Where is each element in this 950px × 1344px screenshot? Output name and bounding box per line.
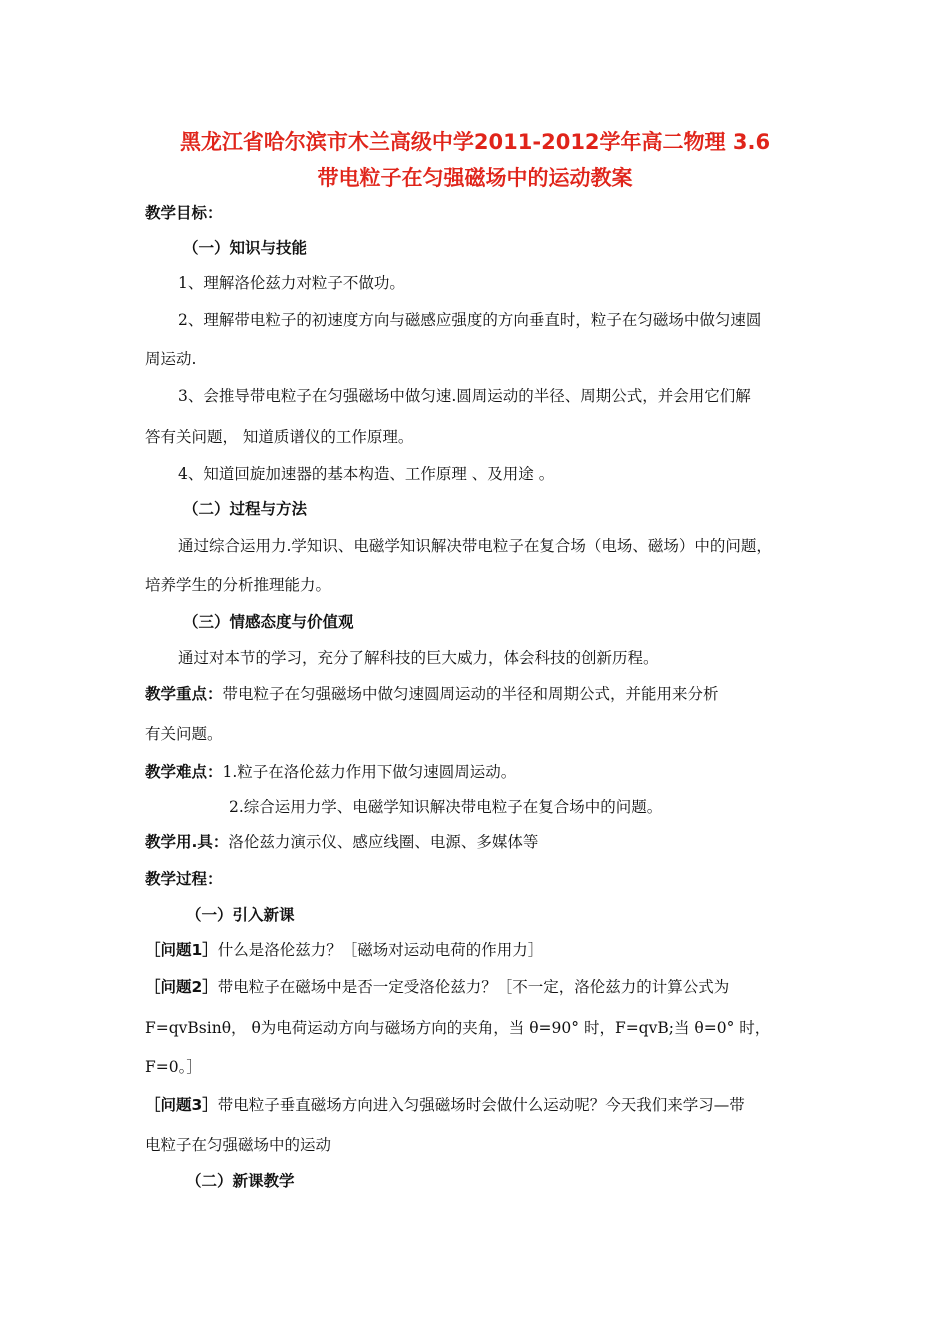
attitude-values-text: 通过对本节的学习，充分了解科技的巨大威力，体会科技的创新历程。 <box>178 649 659 667</box>
section-attitude-values: （三）情感态度与价值观 <box>183 613 354 631</box>
tools-line <box>145 832 538 852</box>
section-process-method: （二）过程与方法 <box>183 500 308 518</box>
key-point-line <box>145 684 719 704</box>
objectives-heading: 教学目标： <box>145 204 223 222</box>
key-point-text-b: 有关问题。 <box>145 725 223 743</box>
objective-item-2b: 周运动. <box>145 350 197 368</box>
section-intro-new-lesson: （一）引入新课 <box>186 906 295 924</box>
process-heading: 教学过程： <box>145 870 223 888</box>
objective-item-1: 1、理解洛伦兹力对粒子不做功。 <box>178 274 405 292</box>
question-2 <box>145 977 729 997</box>
tools-text: 洛伦兹力演示仪、感应线圈、电源、多媒体等 <box>228 833 539 851</box>
objective-item-2a: 2、理解带电粒子的初速度方向与磁感应强度的方向垂直时，粒子在匀磁场中做匀速圆 <box>178 311 762 329</box>
difficulty-item-2: 2.综合运用力学、电磁学知识解决带电粒子在复合场中的问题。 <box>229 798 663 816</box>
question-1-label: ［问题1］ <box>145 941 218 959</box>
objective-item-3a: 3、会推导带电粒子在匀强磁场中做匀速.圆周运动的半径、周期公式，并会用它们解 <box>178 387 751 405</box>
question-1-text: 什么是洛伦兹力？［磁场对运动电荷的作用力］ <box>217 941 544 959</box>
difficulty-label: 教学难点： <box>145 763 223 781</box>
question-1 <box>145 940 543 960</box>
process-method-text-b: 培养学生的分析推理能力。 <box>145 576 332 594</box>
document-title-line2: 带电粒子在匀强磁场中的运动教案 <box>317 166 633 190</box>
question-2-text: 带电粒子在磁场中是否一定受洛伦兹力？［不一定，洛伦兹力的计算公式为 <box>217 978 730 996</box>
difficulty-line <box>145 762 516 782</box>
objective-item-4: 4、知道回旋加速器的基本构造、工作原理 、及用途 。 <box>178 465 555 483</box>
question-3 <box>145 1095 745 1115</box>
question-2-formula-end: F=0。］ <box>145 1058 202 1076</box>
question-2-label: ［问题2］ <box>145 978 218 996</box>
objective-item-3b: 答有关问题， 知道质谱仪的工作原理。 <box>145 428 414 446</box>
question-3-text: 带电粒子垂直磁场方向进入匀强磁场时会做什么运动呢？今天我们来学习—带 <box>217 1096 745 1114</box>
question-3-label: ［问题3］ <box>145 1096 218 1114</box>
process-method-text-a: 通过综合运用力.学知识、电磁学知识解决带电粒子在复合场（电场、磁场）中的问题， <box>178 537 772 555</box>
tools-label: 教学用.具： <box>145 833 229 851</box>
key-point-label: 教学重点： <box>145 685 223 703</box>
question-2-formula-line: F=qvBsinθ， θ为电荷运动方向与磁场方向的夹角，当 θ=90° 时，F=qvB;当 θ=0° 时， <box>145 1019 771 1037</box>
difficulty-item-1: 1.粒子在洛伦兹力作用下做匀速圆周运动。 <box>222 763 517 781</box>
section-knowledge-skills: （一）知识与技能 <box>183 239 308 257</box>
document-title-line1: 黑龙江省哈尔滨市木兰高级中学2011-2012学年高二物理 3.6 <box>179 130 771 154</box>
section-new-lesson-teaching: （二）新课教学 <box>186 1172 295 1190</box>
question-3-line2: 电粒子在匀强磁场中的运动 <box>145 1136 332 1154</box>
key-point-text: 带电粒子在匀强磁场中做匀速圆周运动的半径和周期公式，并能用来分析 <box>222 685 719 703</box>
